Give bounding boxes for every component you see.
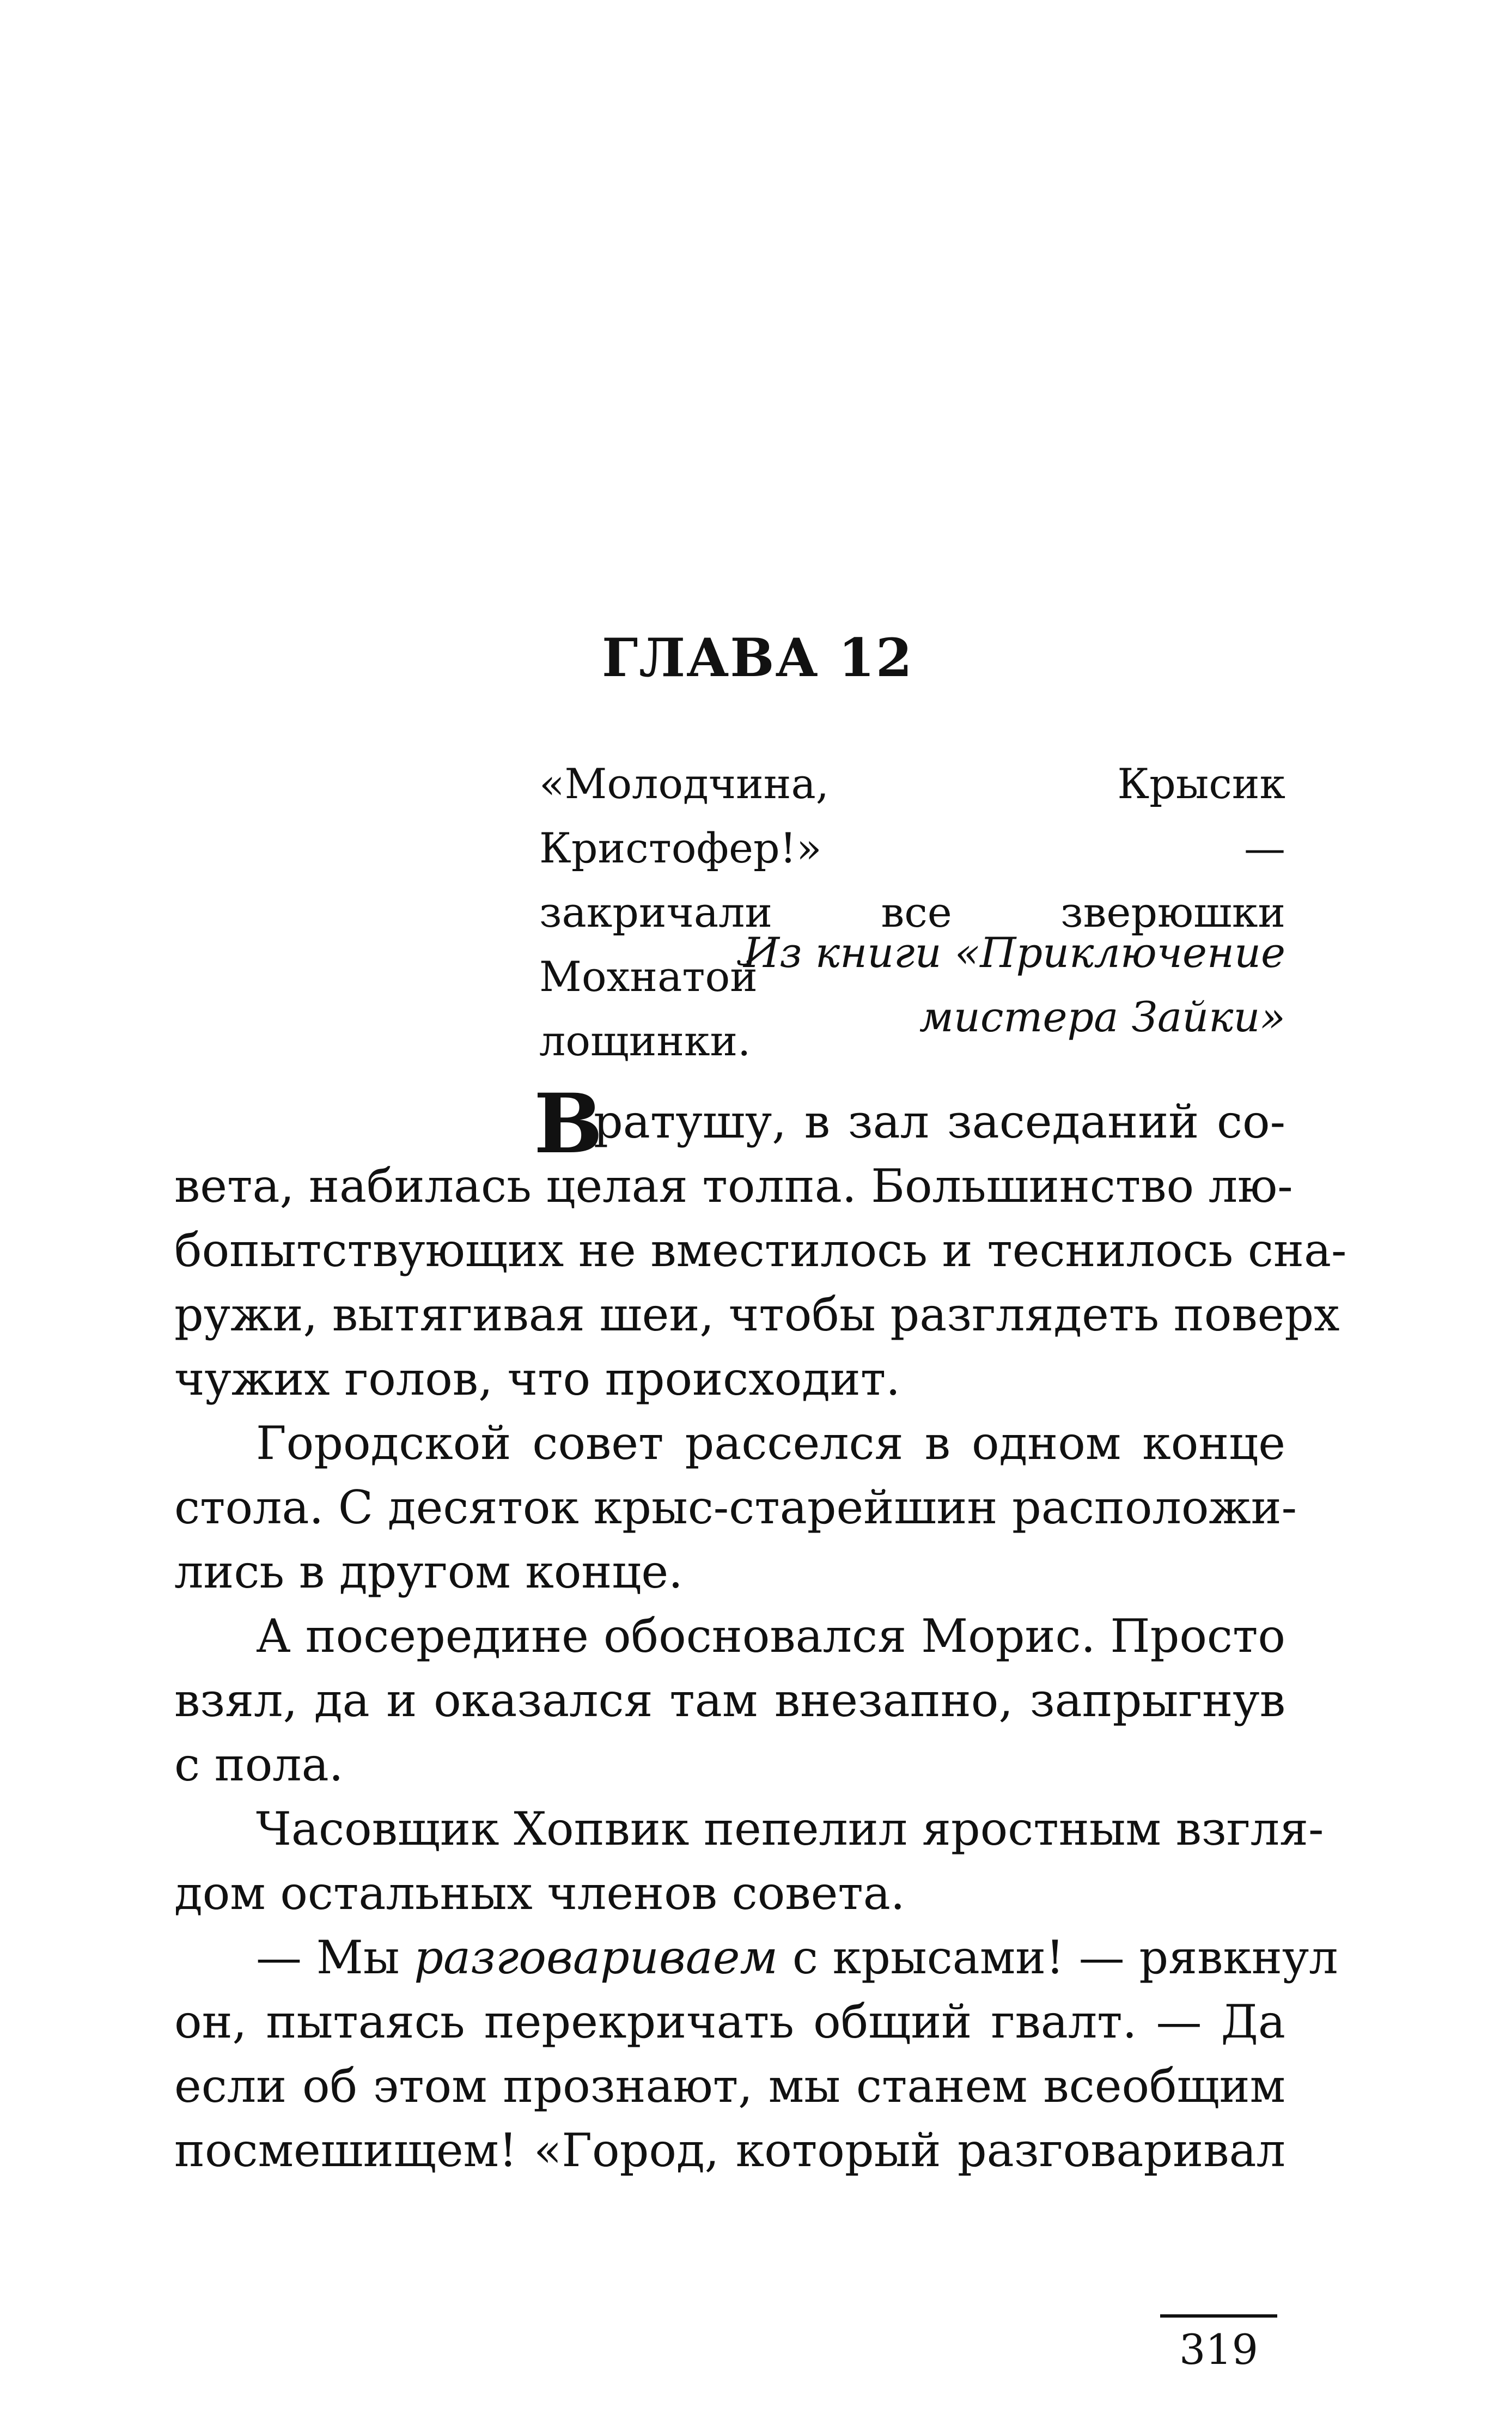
dropcap-line [174,1076,1285,1172]
text-line: стола. С десяток крыс-старейшин расположи- [174,1481,1297,1534]
text-line: Городской совет расселся в одном конце [256,1416,1285,1470]
paragraph [174,1925,1338,2182]
chapter-title: ГЛАВА 12 [602,627,913,689]
epigraph-source-line: мистера Зайки» [919,993,1285,1041]
epigraph-source-line: Из книги «Приключение [743,928,1285,977]
text-line: взял, да и оказался там внезапно, запрыгнув [174,1674,1285,1727]
text-line: посмешищем! «Город, который разговаривал [174,2124,1285,2177]
epigraph-line: «Молодчина, Крысик Кристофер!» — [539,759,1285,872]
drop-cap: В [534,1076,603,1172]
epigraph-line: лощинки. [539,1017,751,1065]
page-number: 319 [1179,2325,1259,2374]
footer-rule [1160,2314,1277,2318]
paragraph [174,1604,1285,1797]
paragraph [174,1797,1324,1925]
text-line: вета, набилась целая толпа. Большинство лю- [174,1159,1293,1213]
text-line: с пола. [174,1738,344,1791]
text-line: чужих голов, что происходит. [174,1352,900,1406]
text-line: дом остальных членов совета. [174,1866,905,1920]
text-line: А посередине обосновался Морис. Просто [256,1609,1285,1663]
text-line: бопытствующих не вместилось и теснилось сна- [174,1224,1347,1277]
text-line: если об этом прознают, мы станем всеобщим [174,2059,1285,2113]
epigraph-source [686,921,1285,1049]
text-segment: — Мы [256,1931,414,1984]
text-line [174,1925,1338,1990]
text-line: ружи, вытягивая шеи, чтобы разглядеть поверх [174,1288,1340,1341]
paragraph [174,1411,1297,1604]
paragraph [174,1076,1347,1411]
body-text [174,1076,1347,2182]
emphasis-text: разговариваем [414,1931,778,1984]
text-segment: с крысами! — рявкнул [778,1931,1338,1984]
epigraph-line: закричали все зверюшки Мохнатой [539,888,1285,1001]
text-line: он, пытаясь перекричать общий гвалт. — Да [174,1995,1285,2048]
text-line: Часовщик Хопвик пепелил яростным взгля- [256,1802,1324,1856]
text-line: ратушу, в зал заседаний со- [594,1095,1285,1148]
text-line: лись в другом конце. [174,1545,683,1598]
